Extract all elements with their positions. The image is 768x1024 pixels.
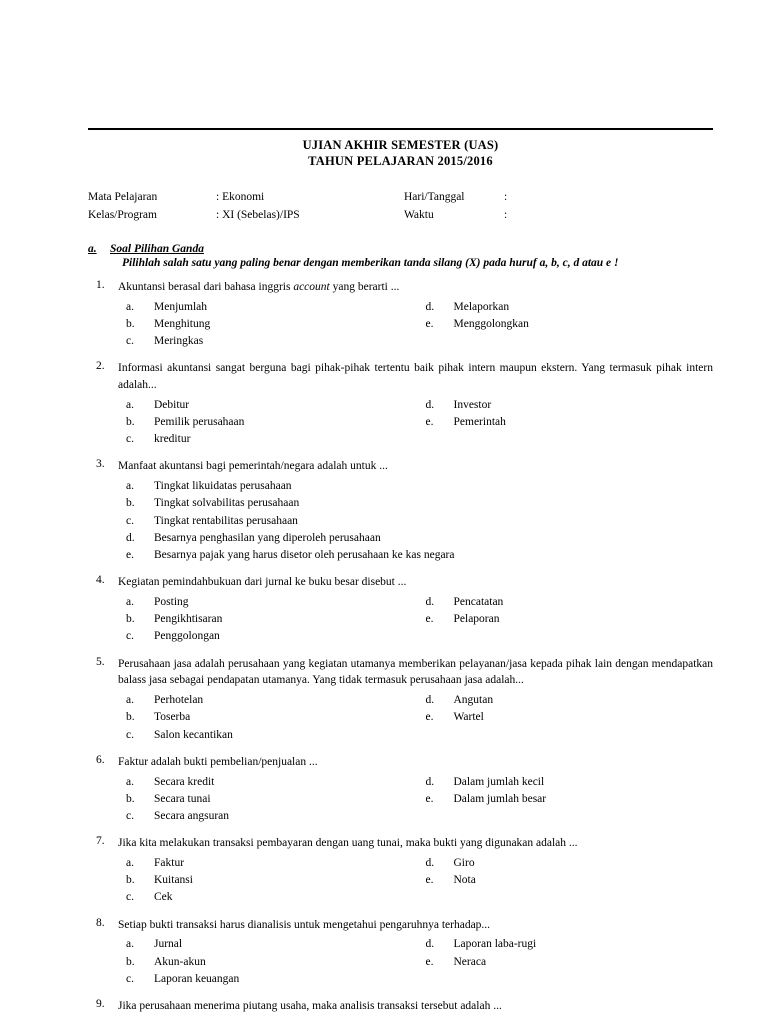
option-label: Pencatatan xyxy=(453,595,504,608)
option-letter: e. xyxy=(425,613,434,626)
option-letter: b. xyxy=(126,955,135,968)
option-label: Debitur xyxy=(154,398,190,411)
question-text: Kegiatan pemindahbukuan dari jurnal ke buku besar disebut ... xyxy=(118,576,407,589)
option-label: Cek xyxy=(154,891,173,904)
question-item xyxy=(88,458,713,564)
option-item[interactable] xyxy=(126,316,420,333)
option-item[interactable] xyxy=(126,299,420,316)
option-list xyxy=(88,936,713,988)
option-item[interactable] xyxy=(126,855,420,872)
option-row xyxy=(126,774,713,791)
option-label: Faktur xyxy=(154,856,185,869)
option-letter: a. xyxy=(126,398,134,411)
option-label: Pelaporan xyxy=(453,613,500,626)
option-item[interactable] xyxy=(126,954,420,971)
option-label: Dalam jumlah kecil xyxy=(453,775,545,788)
option-item[interactable] xyxy=(420,611,714,628)
option-letter: a. xyxy=(126,300,134,313)
option-item[interactable] xyxy=(126,431,420,448)
option-item[interactable] xyxy=(126,478,713,495)
question-text: Akuntansi berasal dari bahasa inggris account yang berarti ... xyxy=(118,280,400,293)
option-row xyxy=(126,808,713,825)
option-row xyxy=(126,855,713,872)
option-item[interactable] xyxy=(126,397,420,414)
option-letter: b. xyxy=(126,317,135,330)
question-number: 5. xyxy=(96,655,105,668)
option-label: Laporan keuangan xyxy=(154,972,240,985)
option-item[interactable] xyxy=(126,808,420,825)
question-line xyxy=(88,754,713,771)
question-item xyxy=(88,279,713,350)
option-item[interactable] xyxy=(420,692,714,709)
option-label: Tingkat likuidatas perusahaan xyxy=(154,480,292,493)
date-value: : xyxy=(504,191,508,204)
option-label: Pemerintah xyxy=(453,415,506,428)
option-label: Dalam jumlah besar xyxy=(453,792,547,805)
option-item[interactable] xyxy=(126,547,713,564)
option-row xyxy=(126,727,713,744)
option-label: Penggolongan xyxy=(154,630,220,643)
option-item[interactable] xyxy=(420,872,714,889)
option-item[interactable] xyxy=(420,774,714,791)
question-number: 1. xyxy=(96,278,105,291)
option-letter: c. xyxy=(126,810,134,822)
option-label: Salon kecantikan xyxy=(154,728,233,741)
question-text: Jika kita melakukan transaksi pembayaran dengan uang tunai, maka bukti yang digunakan adalah ... xyxy=(118,837,578,850)
option-label: Giro xyxy=(453,856,475,869)
question-line xyxy=(88,998,713,1015)
option-item[interactable] xyxy=(126,594,420,611)
option-list xyxy=(88,692,713,744)
option-letter: a. xyxy=(126,595,134,608)
question-item xyxy=(88,574,713,645)
option-row xyxy=(126,547,713,564)
option-row xyxy=(126,316,713,333)
question-text: Perusahaan jasa adalah perusahaan yang kegiatan utamanya memberikan pelayanan/jasa kepada pihak lain dengan mendapatkan balass jasa sebagai pendapatan utamanya. Yang tidak termasuk perusahaan jasa adalah... xyxy=(118,657,713,687)
option-row xyxy=(126,431,713,448)
option-item[interactable] xyxy=(420,299,714,316)
option-row xyxy=(126,889,713,906)
question-item xyxy=(88,917,713,988)
question-item xyxy=(88,835,713,906)
option-letter: c. xyxy=(126,630,134,643)
question-text: Informasi akuntansi sangat berguna bagi pihak-pihak tertentu baik pihak intern maupun ekstern. Yang termasuk pihak intern adalah... xyxy=(118,362,713,391)
option-item[interactable] xyxy=(126,628,420,645)
document-sheet xyxy=(88,128,713,1015)
option-letter: b. xyxy=(126,497,135,510)
question-item xyxy=(88,656,713,744)
option-item[interactable] xyxy=(126,709,420,726)
option-row xyxy=(126,414,713,431)
question-line xyxy=(88,360,713,393)
option-label: Besarnya penghasilan yang diperoleh perusahaan xyxy=(154,531,381,544)
section-heading-text: Soal Pilihan Ganda xyxy=(110,242,204,255)
option-label: Angutan xyxy=(453,694,494,707)
option-item[interactable] xyxy=(126,513,713,530)
option-letter: b. xyxy=(126,711,135,724)
title-line-2: TAHUN PELAJARAN 2015/2016 xyxy=(308,153,493,168)
option-letter: d. xyxy=(425,595,435,608)
option-letter: b. xyxy=(126,613,135,626)
option-row xyxy=(126,628,713,645)
metadata-row xyxy=(88,207,713,225)
option-item[interactable] xyxy=(126,727,420,744)
option-letter: a. xyxy=(126,938,134,951)
option-letter: c. xyxy=(126,891,134,904)
metadata-row xyxy=(88,189,713,207)
option-row xyxy=(126,791,713,808)
option-letter: c. xyxy=(126,433,134,446)
option-letter: d. xyxy=(425,300,435,313)
option-letter: b. xyxy=(126,415,135,428)
option-list xyxy=(88,774,713,826)
question-number: 7. xyxy=(96,835,105,848)
option-item[interactable] xyxy=(126,936,420,953)
option-item[interactable] xyxy=(126,872,420,889)
option-row xyxy=(126,971,713,988)
option-label: Perhotelan xyxy=(154,694,204,707)
option-item[interactable] xyxy=(126,414,420,431)
option-item[interactable] xyxy=(420,316,714,333)
option-letter: a. xyxy=(126,856,134,869)
subject-value: : Ekonomi xyxy=(216,191,265,204)
option-label: Secara angsuran xyxy=(154,810,230,822)
option-list xyxy=(88,594,713,646)
option-label: Akun-akun xyxy=(154,955,206,968)
option-letter: d. xyxy=(425,694,435,707)
question-number: 3. xyxy=(96,458,105,471)
question-text-emphasis: account xyxy=(293,280,330,293)
title-line-1: UJIAN AKHIR SEMESTER (UAS) xyxy=(302,138,499,152)
option-label: Melaporkan xyxy=(453,300,510,313)
question-number: 6. xyxy=(96,753,105,766)
option-letter: e. xyxy=(425,711,434,724)
option-item[interactable] xyxy=(420,397,714,414)
option-list xyxy=(88,478,713,564)
option-label: Secara kredit xyxy=(154,775,215,788)
option-letter: e. xyxy=(425,317,434,330)
question-line xyxy=(88,656,713,689)
option-item[interactable] xyxy=(126,971,420,988)
option-label: Toserba xyxy=(154,711,191,724)
option-letter: e. xyxy=(126,549,134,562)
exam-metadata xyxy=(88,189,713,225)
option-label: Nota xyxy=(453,874,476,887)
option-letter: a. xyxy=(126,775,134,788)
option-item[interactable] xyxy=(420,954,714,971)
option-item[interactable] xyxy=(126,611,420,628)
option-item[interactable] xyxy=(420,709,714,726)
option-label: Besarnya pajak yang harus disetor oleh perusahaan ke kas negara xyxy=(154,549,455,562)
time-label: Waktu xyxy=(404,209,434,222)
option-letter: e. xyxy=(425,415,434,428)
question-line xyxy=(88,574,713,591)
option-item[interactable] xyxy=(126,774,420,791)
option-letter: e. xyxy=(425,874,434,887)
option-row xyxy=(126,611,713,628)
option-label: Menjumlah xyxy=(154,300,208,313)
option-label: kreditur xyxy=(154,433,191,446)
option-letter: b. xyxy=(126,792,135,805)
header-rule xyxy=(88,128,713,130)
option-label: Tingkat rentabilitas perusahaan xyxy=(154,514,298,527)
option-item[interactable] xyxy=(126,889,420,906)
option-row xyxy=(126,709,713,726)
option-label: Tingkat solvabilitas perusahaan xyxy=(154,497,300,510)
option-row xyxy=(126,936,713,953)
option-label: Laporan laba-rugi xyxy=(453,938,537,951)
option-item[interactable] xyxy=(420,855,714,872)
option-row xyxy=(126,872,713,889)
option-label: Wartel xyxy=(453,711,484,724)
option-row xyxy=(126,299,713,316)
date-label: Hari/Tanggal xyxy=(404,191,465,204)
question-number: 4. xyxy=(96,574,105,587)
option-letter: c. xyxy=(126,972,134,985)
time-value: : xyxy=(504,209,508,222)
option-row xyxy=(126,513,713,530)
option-row xyxy=(126,333,713,350)
option-label: Secara tunai xyxy=(154,792,211,805)
question-text: Setiap bukti transaksi harus dianalisis untuk mengetahui pengaruhnya terhadap... xyxy=(118,918,491,931)
question-text: Jika perusahaan menerima piutang usaha, maka analisis transaksi tersebut adalah ... xyxy=(118,1000,502,1013)
option-item[interactable] xyxy=(126,333,420,350)
option-item[interactable] xyxy=(420,936,714,953)
section-heading xyxy=(88,243,713,255)
option-label: Meringkas xyxy=(154,335,204,348)
option-item[interactable] xyxy=(126,791,420,808)
section-instruction: Pilihlah salah satu yang paling benar dengan memberikan tanda silang (X) pada huruf a, b, c, d atau e ! xyxy=(122,256,619,269)
option-letter: a. xyxy=(126,694,134,707)
option-row xyxy=(126,594,713,611)
option-item[interactable] xyxy=(126,692,420,709)
question-item xyxy=(88,754,713,825)
question-text: Manfaat akuntansi bagi pemerintah/negara adalah untuk ... xyxy=(118,460,388,473)
option-letter: d. xyxy=(425,856,435,869)
class-value: : XI (Sebelas)/IPS xyxy=(216,209,300,222)
option-label: Pemilik perusahaan xyxy=(154,415,245,428)
option-letter: d. xyxy=(126,531,135,544)
option-label: Neraca xyxy=(453,955,487,968)
question-text: Faktur adalah bukti pembelian/penjualan ... xyxy=(118,755,318,768)
section-multiple-choice xyxy=(88,243,713,269)
question-line xyxy=(88,279,713,296)
question-list xyxy=(88,279,713,1015)
option-label: Jurnal xyxy=(154,938,183,951)
option-label: Menggolongkan xyxy=(453,317,529,330)
option-row xyxy=(126,954,713,971)
question-line xyxy=(88,835,713,852)
option-letter: b. xyxy=(126,874,135,887)
option-letter: c. xyxy=(126,514,134,527)
option-letter: c. xyxy=(126,728,134,741)
question-number: 9. xyxy=(96,998,105,1011)
option-item[interactable] xyxy=(126,530,713,547)
option-label: Menghitung xyxy=(154,317,211,330)
question-item xyxy=(88,998,713,1015)
question-line xyxy=(88,917,713,934)
question-line xyxy=(88,458,713,475)
option-letter: e. xyxy=(425,792,434,805)
option-label: Pengikhtisaran xyxy=(154,613,223,626)
question-item xyxy=(88,360,713,448)
option-label: Kuitansi xyxy=(154,874,193,887)
subject-label: Mata Pelajaran xyxy=(88,191,158,204)
option-row xyxy=(126,397,713,414)
option-letter: d. xyxy=(425,938,435,951)
option-list xyxy=(88,299,713,351)
document-title xyxy=(88,138,713,169)
option-row xyxy=(126,478,713,495)
option-item[interactable] xyxy=(420,414,714,431)
option-letter: d. xyxy=(425,398,435,411)
option-list xyxy=(88,855,713,907)
option-letter: d. xyxy=(425,775,435,788)
option-row xyxy=(126,692,713,709)
section-letter: a. xyxy=(88,242,97,255)
option-row xyxy=(126,495,713,512)
option-item[interactable] xyxy=(420,791,714,808)
class-label: Kelas/Program xyxy=(88,209,157,222)
option-label: Investor xyxy=(453,398,492,411)
option-letter: c. xyxy=(126,335,134,348)
question-number: 2. xyxy=(96,360,105,373)
option-letter: a. xyxy=(126,480,134,493)
option-item[interactable] xyxy=(420,594,714,611)
option-list xyxy=(88,397,713,449)
option-letter: e. xyxy=(425,955,434,968)
option-item[interactable] xyxy=(126,495,713,512)
option-row xyxy=(126,530,713,547)
option-label: Posting xyxy=(154,595,189,608)
question-number: 8. xyxy=(96,916,105,929)
